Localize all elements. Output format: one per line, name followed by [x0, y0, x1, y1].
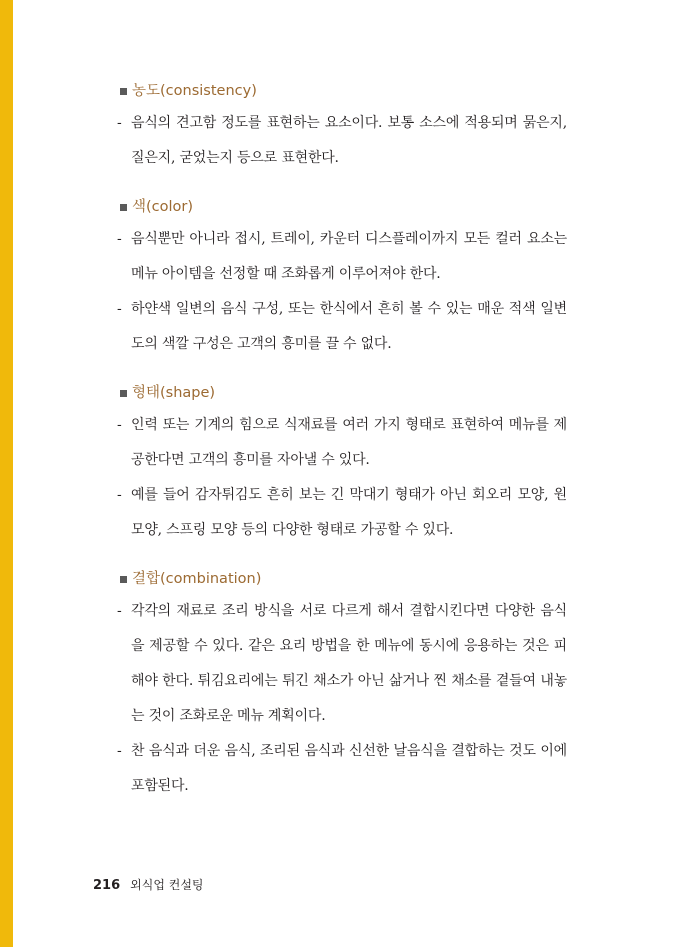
- page-footer: [93, 876, 204, 893]
- dash-bullet: -: [117, 115, 122, 131]
- section-combination: [117, 567, 567, 804]
- square-bullet-icon: [120, 576, 127, 583]
- list-item-text: 인력 또는 기계의 힘으로 식재료를 여러 가지 형태로 표현하여 메뉴를 제공한다면 고객의 흥미를 자아낼 수 있다.: [131, 417, 567, 468]
- list-item-text: 음식의 견고함 정도를 표현하는 요소이다. 보통 소스에 적용되며 묽은지, 질은지, 굳었는지 등으로 표현한다.: [131, 115, 567, 166]
- section-heading: [117, 79, 567, 103]
- list-item: [117, 478, 567, 548]
- dash-bullet: -: [117, 743, 122, 759]
- section-heading-text: 색(color): [132, 199, 194, 215]
- list-item-text: 예를 들어 감자튀김도 흔히 보는 긴 막대기 형태가 아닌 회오리 모양, 원 모양, 스프링 모양 등의 다양한 형태로 가공할 수 있다.: [131, 487, 567, 538]
- section-heading: [117, 195, 567, 219]
- list-item: [117, 408, 567, 478]
- list-item: [117, 292, 567, 362]
- dash-bullet: -: [117, 301, 122, 317]
- square-bullet-icon: [120, 88, 127, 95]
- list-item-text: 음식뿐만 아니라 접시, 트레이, 카운터 디스플레이까지 모든 컬러 요소는 메뉴 아이템을 선정할 때 조화롭게 이루어져야 한다.: [131, 231, 567, 282]
- section-heading: [117, 567, 567, 591]
- list-item-text: 각각의 재료로 조리 방식을 서로 다르게 해서 결합시킨다면 다양한 음식을 제공할 수 있다. 같은 요리 방법을 한 메뉴에 동시에 응용하는 것은 피해야 한다. 튀김요리에는 튀긴 채소가 아닌 삶거나 찐 채소를 곁들여 내놓는 것이 조화로운 메뉴 계획이다.: [131, 603, 567, 724]
- list-item: [117, 594, 567, 734]
- dash-bullet: -: [117, 603, 122, 619]
- section-color: [117, 195, 567, 362]
- list-item: [117, 734, 567, 804]
- square-bullet-icon: [120, 204, 127, 211]
- list-item-text: 찬 음식과 더운 음식, 조리된 음식과 신선한 날음식을 결합하는 것도 이에 포함된다.: [131, 743, 567, 794]
- list-item: [117, 106, 567, 176]
- page-content: [117, 79, 567, 823]
- section-heading-text: 형태(shape): [132, 385, 216, 401]
- book-title: 외식업 컨설팅: [130, 878, 204, 892]
- section-heading-text: 농도(consistency): [132, 83, 257, 99]
- section-heading: [117, 381, 567, 405]
- section-consistency: [117, 79, 567, 176]
- section-heading-text: 결합(combination): [132, 571, 262, 587]
- list-item: [117, 222, 567, 292]
- page-number: 216: [93, 878, 121, 893]
- dash-bullet: -: [117, 231, 122, 247]
- dash-bullet: -: [117, 417, 122, 433]
- dash-bullet: -: [117, 487, 122, 503]
- page-edge-bar: [0, 0, 13, 947]
- square-bullet-icon: [120, 390, 127, 397]
- section-shape: [117, 381, 567, 548]
- list-item-text: 하얀색 일변의 음식 구성, 또는 한식에서 흔히 볼 수 있는 매운 적색 일변도의 색깔 구성은 고객의 흥미를 끌 수 없다.: [131, 301, 567, 352]
